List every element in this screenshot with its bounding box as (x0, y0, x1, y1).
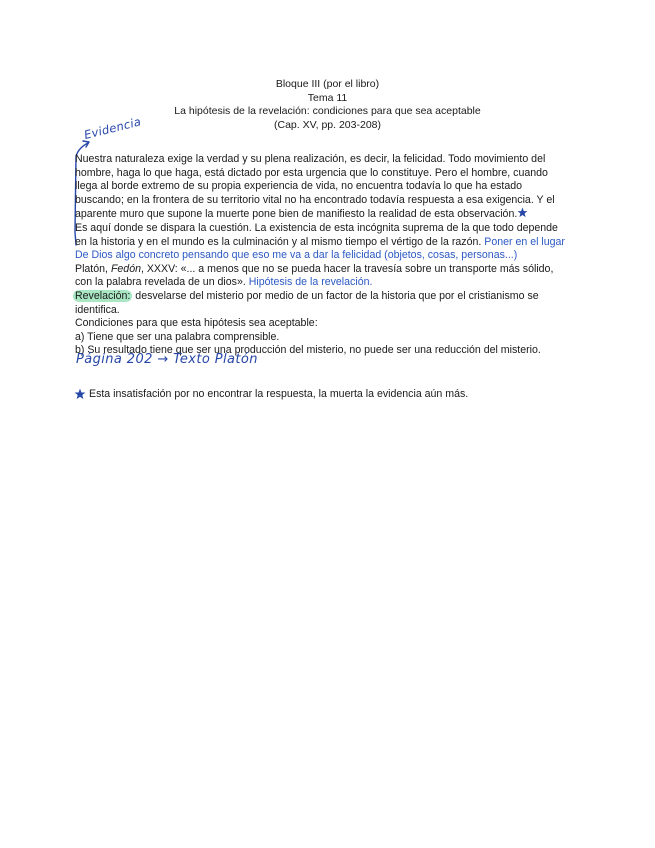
header-chapter: (Cap. XV, pp. 203-208) (273, 118, 381, 131)
paragraph-2-blue-note: Poner en el lugar De Dios algo concreto pensando que eso me va a dar la felicidad (objetos, cosas, personas...) (75, 235, 565, 262)
header-topic: Tema 11 (307, 91, 348, 104)
quote-author: Platón, (75, 262, 108, 275)
star-footnote (74, 387, 468, 401)
quote-blue-note: Hipótesis de la revelación. (248, 276, 373, 289)
quote-text: , XXXV: «... a menos que no se pueda hacer la travesía sobre un transporte más sólido, con la palabra revelada de un dios». (75, 262, 554, 289)
paragraph-2 (75, 222, 565, 263)
evidencia-annotation: Evidencia (82, 114, 143, 142)
paragraph-3 (75, 263, 565, 290)
quote-work: Fedón (110, 262, 141, 275)
star-icon (517, 207, 528, 218)
paragraph-2-text: Es aquí donde se dispara la cuestión. La existencia de esta incógnita suprema de la que todo depende en la historia y en el mundo es la culminación y al mismo tiempo el vértigo de la razón. (75, 221, 558, 248)
header-title: La hipótesis de la revelación: condiciones para que sea aceptable (174, 105, 481, 118)
paragraph-1-text: Nuestra naturaleza exige la verdad y su plena realización, es decir, la felicidad. Todo movimiento del hombre, haga lo que haga, está dictado por esta urgencia que lo constituye. Pero el hombre, cuando llega al borde extremo de su propia experiencia de vida, no encuentra todavía lo que ha estado buscando; en la frontera de su territorio vital no ha encontrado todavía respuesta a esa exigencia. Y el aparente muro que supone la muerte pone bien de manifiesto la realidad de esta observación. (75, 153, 555, 221)
paragraph-4 (75, 290, 565, 317)
star-icon (74, 388, 86, 400)
footnote-text: Esta insatisfación por no encontrar la respuesta, la muerta la evidencia aún más. (89, 388, 469, 400)
condition-b: b) Su resultado tiene que ser una producción del misterio, no puede ser una reducción del misterio. (75, 344, 541, 357)
main-body (75, 153, 565, 358)
conditions-heading: Condiciones para que esta hipótesis sea aceptable: (75, 317, 318, 330)
revelacion-definition: desvelarse del misterio por medio de un factor de la historia que por el cristianismo se identifica. (75, 289, 539, 316)
condition-a: a) Tiene que ser una palabra comprensible. (75, 330, 280, 343)
header-block: Bloque III (por el libro) (275, 78, 380, 90)
paragraph-1 (75, 153, 565, 222)
pagina-annotation: Página 202 → Texto Platón (76, 352, 258, 367)
revelacion-label-highlight: Revelación: (75, 289, 131, 302)
